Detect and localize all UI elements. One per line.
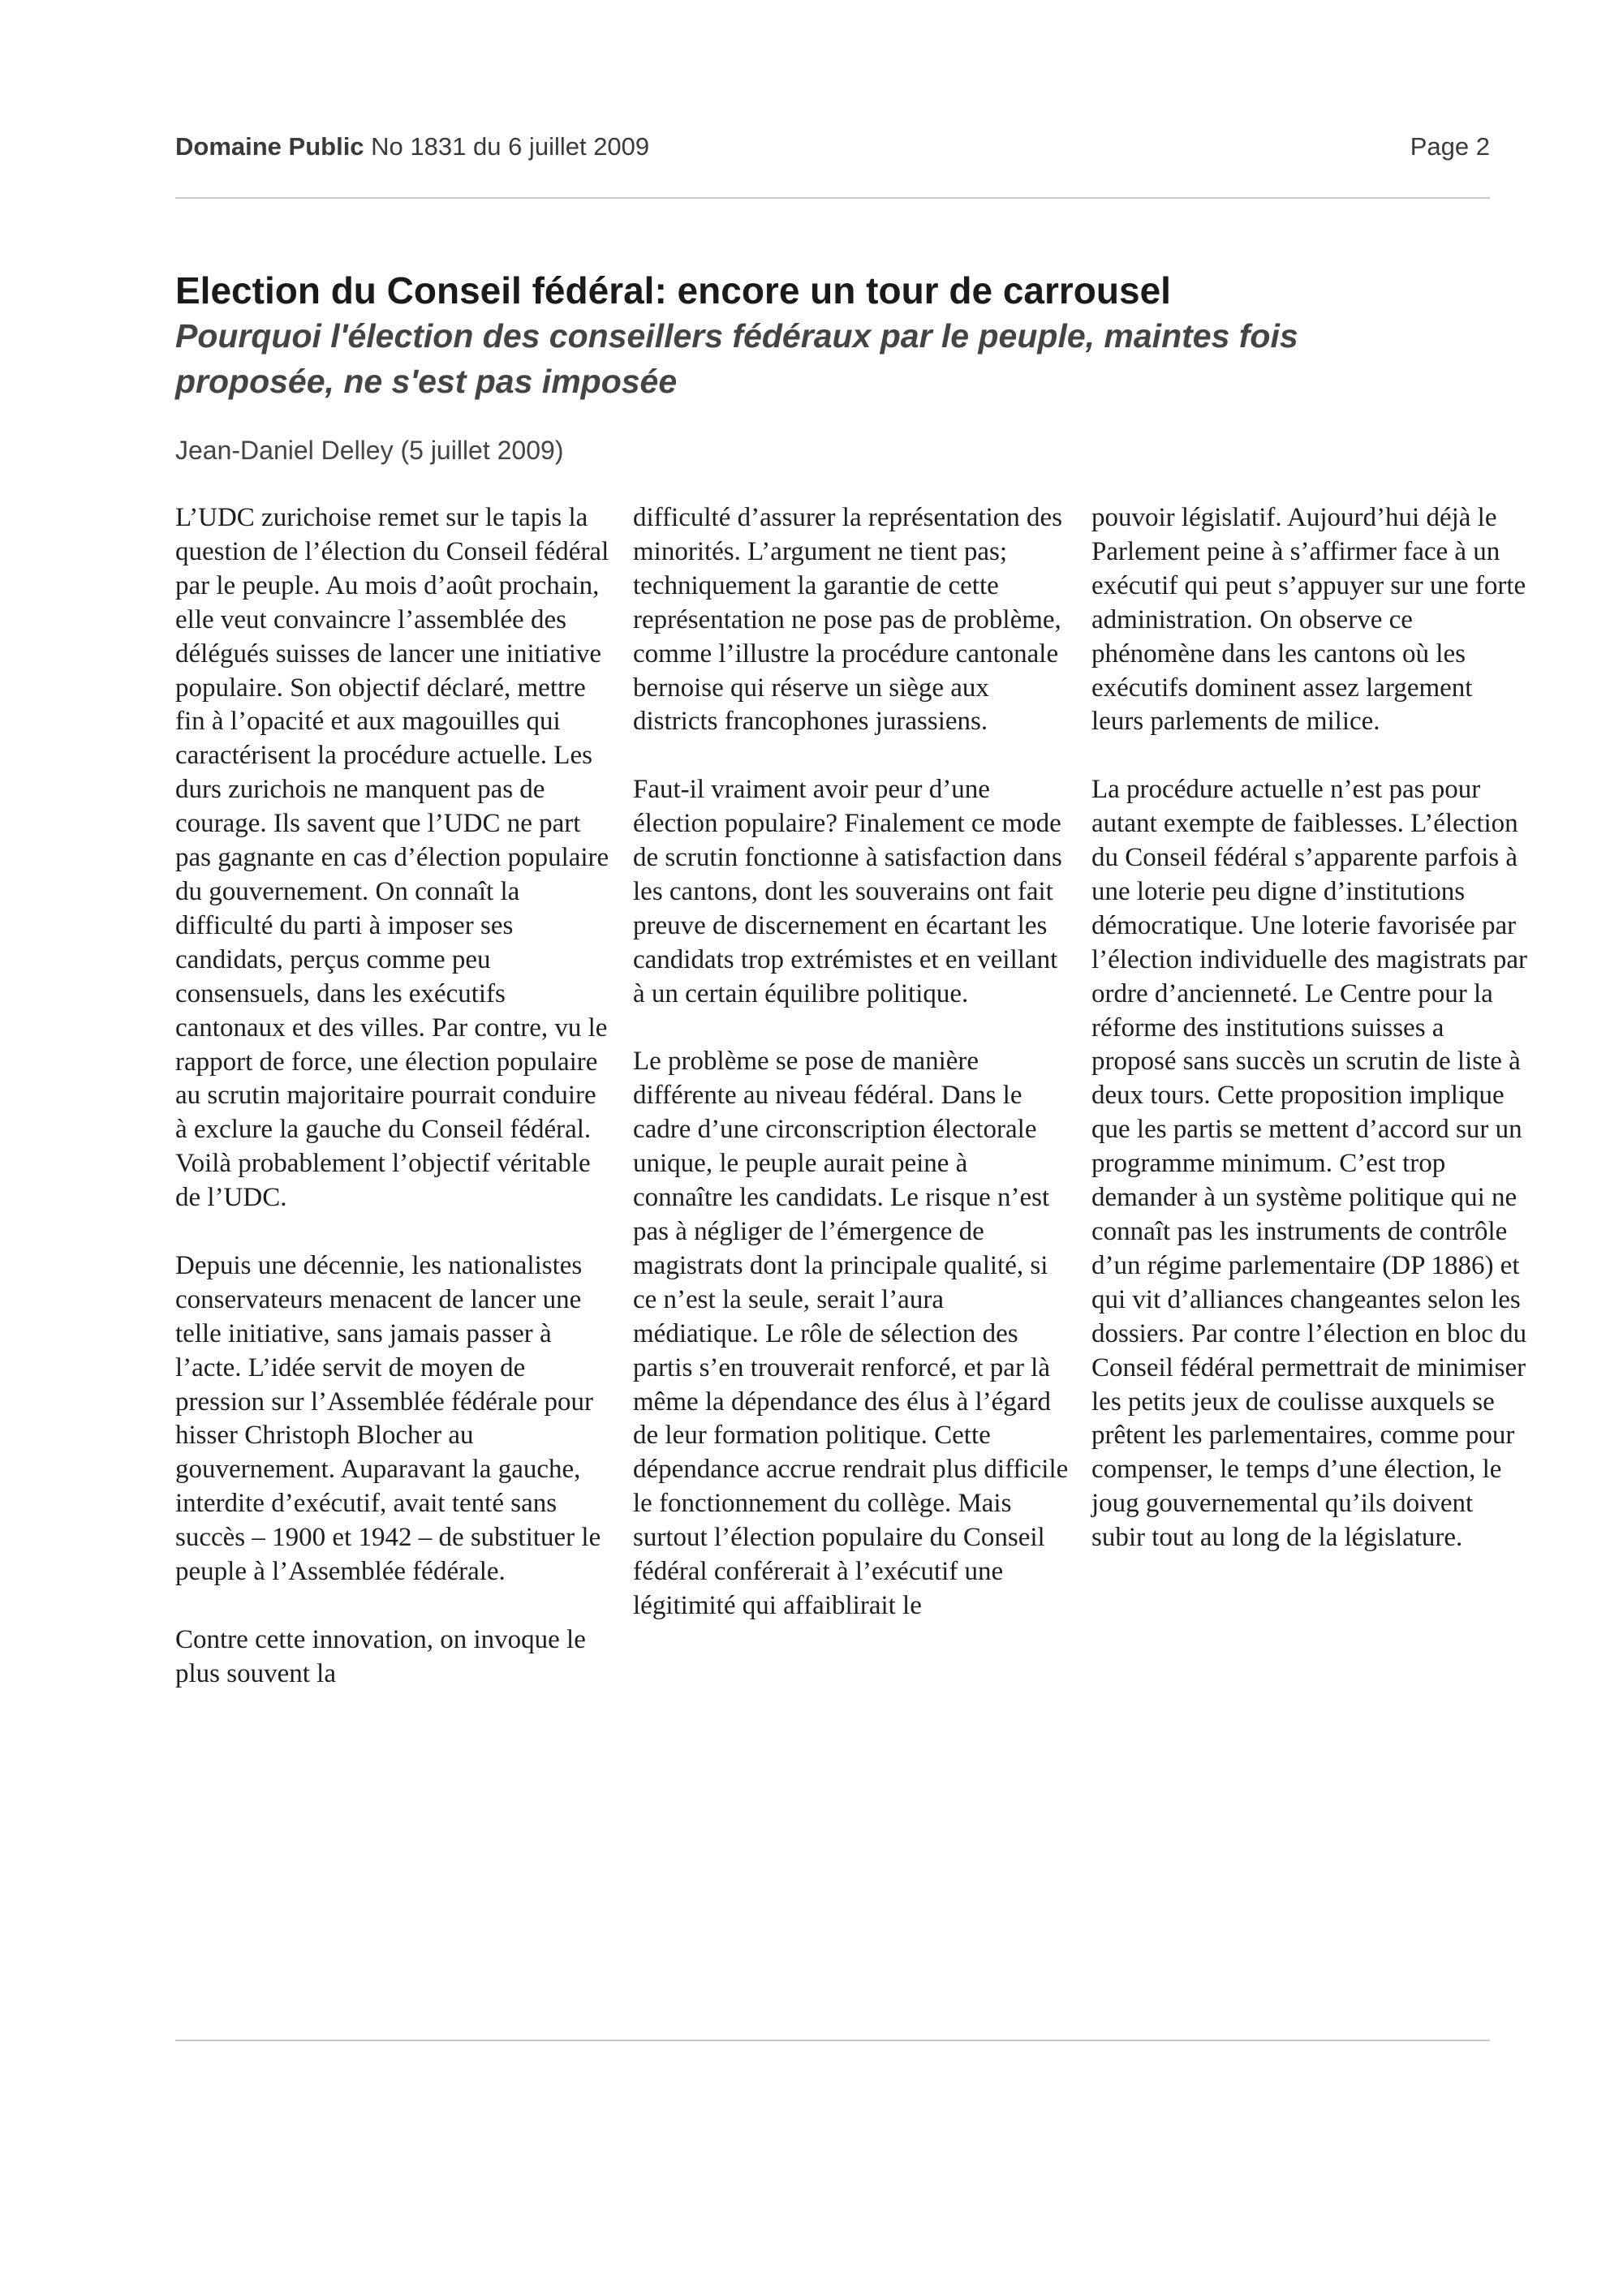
page-number: Page 2: [1410, 132, 1490, 161]
text-column-2: [633, 501, 1071, 1658]
publication-name: Domaine Public: [175, 132, 364, 161]
paragraph: Contre cette innovation, on invoque le plus souvent la: [175, 1624, 586, 1688]
paragraph: La procédure actuelle n’est pas pour autant exempte de faiblesses. L’élection du Conseil fédéral s’apparente parfois à une loterie peu digne d’institutions démocratique. Une loterie favorisée par l’élection individuelle des magistrats par ordre d’ancienneté. Le Centre pour la réforme des institutions suisses a proposé sans succès un scrutin de liste à deux tours. Cette proposition implique que les partis se mettent d’accord sur un programme minimum. C’est trop demander à un système politique qui ne connaît pas les instruments de contrôle d’un régime parlementaire (DP 1886) et qui vit d’alliances changeantes selon les dossiers. Par contre l’élection en bloc du Conseil fédéral permettrait de minimiser les petits jeux de coulisse auxquels se prêtent les parlementaires, comme pour compenser, le temps d’une élection, le joug gouvernemental qu’ils doivent subir tout au long de la législature.: [1091, 775, 1528, 1553]
paragraph: Depuis une décennie, les nationalistes conservateurs menacent de lancer une telle initiative, sans jamais passer à l’acte. L’idée servit de moyen de pression sur l’Assemblée fédérale pour hisser Christoph Blocher au gouvernement. Auparavant la gauche, interdite d’exécutif, avait tenté sans succès – 1900 et 1942 – de substituer le peuple à l’Assemblée fédérale.: [175, 1250, 601, 1587]
page-header: [175, 132, 1490, 171]
article-byline: Jean-Daniel Delley (5 juillet 2009): [175, 436, 564, 465]
paragraph: L’UDC zurichoise remet sur le tapis la question de l’élection du Conseil fédéral par le peuple. Au mois d’août prochain, elle veut convaincre l’assemblée des délégués suisses de lancer une initiative populaire. Son objectif déclaré, mettre fin à l’opacité et aux magouilles qui caractérisent la procédure actuelle. Les durs zurichois ne manquent pas de courage. Ils savent que l’UDC ne part pas gagnante en cas d’élection populaire du gouvernement. On connaît la difficulté du parti à imposer ses candidats, perçus comme peu consensuels, dans les exécutifs cantonaux et des villes. Par contre, vu le rapport de force, une élection populaire au scrutin majoritaire pourrait conduire à exclure la gauche du Conseil fédéral. Voilà probablement l’objectif véritable de l’UDC.: [175, 503, 609, 1213]
paragraph: Faut-il vraiment avoir peur d’une élection populaire? Finalement ce mode de scrutin fonctionne à satisfaction dans les cantons, dont les souverains ont fait preuve de discernement en écartant les candidats trop extrémistes et en veillant à un certain équilibre politique.: [633, 775, 1062, 1008]
issue-info: No 1831 du 6 juillet 2009: [371, 132, 650, 161]
paragraph: pouvoir législatif. Aujourd’hui déjà le Parlement peine à s’affirmer face à un exécutif qui peut s’appuyer sur une forte administration. On observe ce phénomène dans les cantons où les exécutifs dominent assez largement leurs parlements de milice.: [1091, 503, 1526, 737]
footer-divider: [175, 2040, 1490, 2041]
text-column-3: [1091, 501, 1530, 1589]
article-title: Election du Conseil fédéral: encore un tour de carrousel: [175, 269, 1171, 312]
paragraph: difficulté d’assurer la représentation des minorités. L’argument ne tient pas; techniquement la garantie de cette représentation ne pose pas de problème, comme l’illustre la procédure cantonale bernoise qui réserve un siège aux districts francophones jurassiens.: [633, 503, 1063, 737]
article-subtitle: Pourquoi l'élection des conseillers fédéraux par le peuple, maintes fois proposée, ne s'est pas imposée: [175, 317, 1298, 400]
paragraph: Le problème se pose de manière différente au niveau fédéral. Dans le cadre d’une circonscription électorale unique, le peuple aurait peine à connaître les candidats. Le risque n’est pas à négliger de l’émergence de magistrats dont la principale qualité, si ce n’est la seule, serait l’aura médiatique. Le rôle de sélection des partis s’en trouverait renforcé, et par là même la dépendance des élus à l’égard de leur formation politique. Cette dépendance accrue rendrait plus difficile le fonctionnement du collège. Mais surtout l’élection populaire du Conseil fédéral conférerait à l’exécutif une légitimité qui affaiblirait le: [633, 1047, 1069, 1620]
header-divider: [175, 197, 1490, 199]
text-column-1: [175, 501, 613, 1726]
